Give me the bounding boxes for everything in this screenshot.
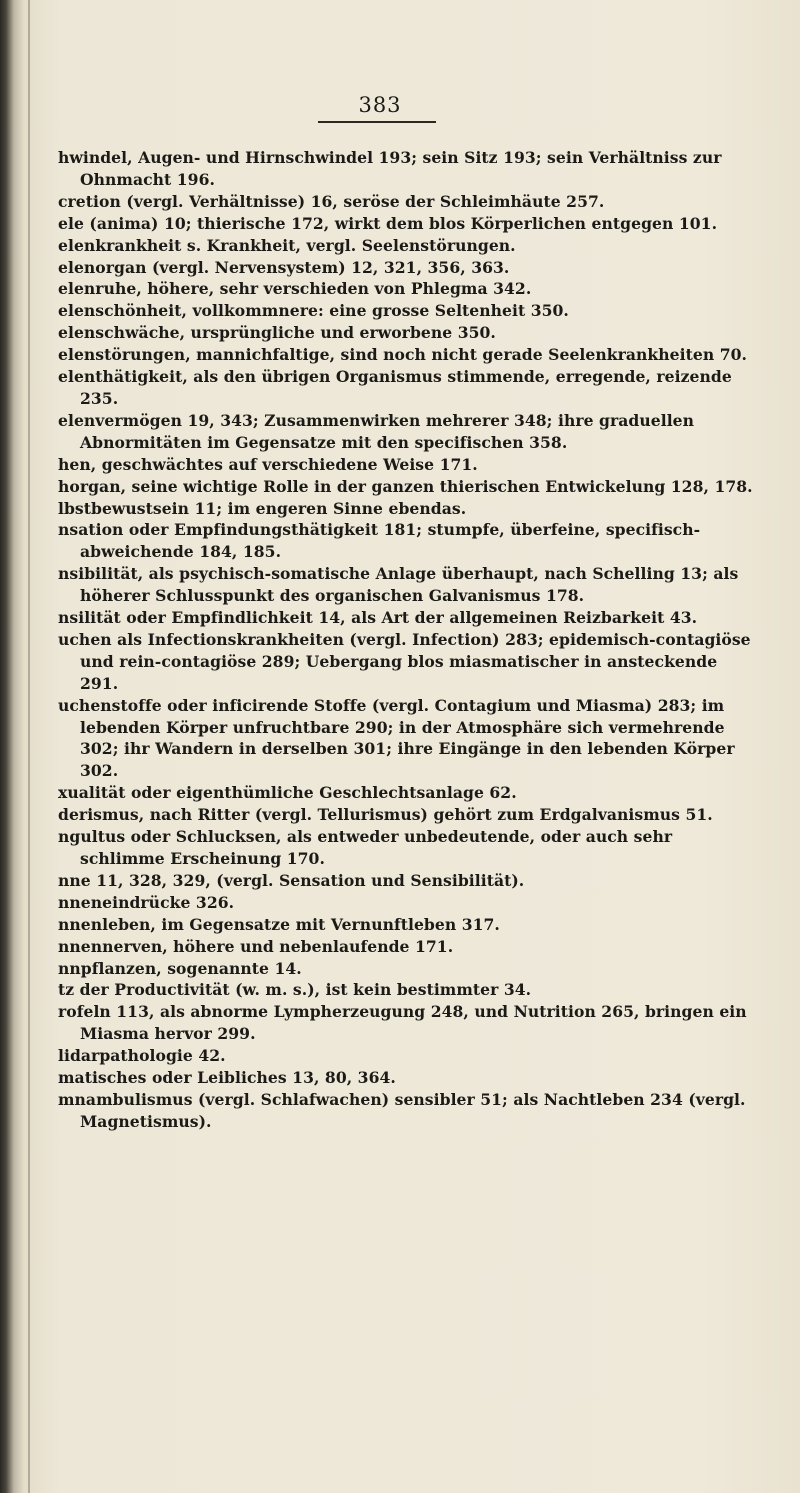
index-entry: rofeln 113, als abnorme Lympherzeugung 248, und Nutrition 265, bringen ein Miasma hervor 299. bbox=[58, 1002, 747, 1044]
index-entry: nsibilität, als psychisch-somatische Anlage überhaupt, nach Schelling 13; als höherer Schlusspunkt des organischen Galvanismus 178. bbox=[58, 564, 739, 606]
index-entry: nnennerven, höhere und nebenlaufende 171. bbox=[58, 936, 454, 956]
page-number: 383 bbox=[358, 93, 402, 117]
index-entry: matisches oder Leibliches 13, 80, 364. bbox=[58, 1068, 396, 1088]
index-entry: nsation oder Empfindungsthätigkeit 181; stumpfe, überfeine, specifisch-abweichende 184, 185. bbox=[58, 520, 701, 562]
index-entry: nneneindrücke 326. bbox=[58, 892, 235, 912]
index-entry: xualität oder eigenthümliche Geschlechtsanlage 62. bbox=[58, 783, 517, 803]
index-entries bbox=[58, 147, 758, 1133]
index-entry: elenschwäche, ursprüngliche und erworbene 350. bbox=[58, 323, 496, 343]
index-entry: nne 11, 328, 329, (vergl. Sensation und Sensibilität). bbox=[58, 870, 525, 890]
index-entry: cretion (vergl. Verhältnisse) 16, seröse der Schleimhäute 257. bbox=[58, 191, 605, 211]
index-entry: elenruhe, höhere, sehr verschieden von Phlegma 342. bbox=[58, 279, 532, 299]
index-entry: uchenstoffe oder inficirende Stoffe (vergl. Contagium und Miasma) 283; im lebenden Körper unfruchtbare 290; in der Atmosphäre sich vermehrende 302; ihr Wandern in derselben 301; ihre Eingänge in den lebenden Körper 302. bbox=[58, 695, 735, 781]
page-number-underline bbox=[318, 121, 436, 123]
index-entry: elenthätigkeit, als den übrigen Organismus stimmende, erregende, reizende 235. bbox=[58, 367, 732, 408]
index-entry: nnpflanzen, sogenannte 14. bbox=[58, 958, 302, 978]
index-entry: lidarpathologie 42. bbox=[58, 1046, 226, 1066]
index-entry: derismus, nach Ritter (vergl. Tellurismus) gehört zum Erdgalvanismus 51. bbox=[58, 805, 713, 825]
index-entry: hen, geschwächtes auf verschiedene Weise 171. bbox=[58, 454, 478, 474]
index-entry: ngultus oder Schlucksen, als entweder unbedeutende, oder auch sehr schlimme Erscheinung 170. bbox=[58, 827, 673, 868]
index-entry: nnenleben, im Gegensatze mit Vernunftleben 317. bbox=[58, 914, 500, 934]
index-entry: ele (anima) 10; thierische 172, wirkt dem blos Körperlichen entgegen 101. bbox=[58, 213, 718, 233]
binding-gutter bbox=[28, 0, 30, 1493]
index-entry: elenorgan (vergl. Nervensystem) 12, 321, 356, 363. bbox=[58, 257, 510, 277]
index-entry: elenvermögen 19, 343; Zusammenwirken mehrerer 348; ihre graduellen Abnormitäten im Gegensatze mit den specifischen 358. bbox=[58, 410, 695, 452]
index-entry: mnambulismus (vergl. Schlafwachen) sensibler 51; als Nachtleben 234 (vergl. Magnetismus). bbox=[58, 1089, 746, 1131]
index-entry: tz der Productivität (w. m. s.), ist kein bestimmter 34. bbox=[58, 980, 532, 1000]
index-entry: hwindel, Augen- und Hirnschwindel 193; sein Sitz 193; sein Verhältniss zur Ohnmacht 196. bbox=[58, 148, 722, 189]
index-entry: elenschönheit, vollkommnere: eine grosse Seltenheit 350. bbox=[58, 301, 569, 321]
index-entry: lbstbewustsein 11; im engeren Sinne ebendas. bbox=[58, 498, 467, 518]
index-entry: uchen als Infectionskrankheiten (vergl. Infection) 283; epidemisch-contagiöse und rein-contagiöse 289; Uebergang blos miasmatischer in ansteckende 291. bbox=[58, 629, 751, 693]
index-entry: horgan, seine wichtige Rolle in der ganzen thierischen Entwickelung 128, 178. bbox=[58, 476, 753, 496]
index-entry: elenkrankheit s. Krankheit, vergl. Seelenstörungen. bbox=[58, 235, 516, 255]
index-entry: elenstörungen, mannichfaltige, sind noch nicht gerade Seelenkrankheiten 70. bbox=[58, 345, 747, 365]
index-entry: nsilität oder Empfindlichkeit 14, als Art der allgemeinen Reizbarkeit 43. bbox=[58, 608, 698, 628]
